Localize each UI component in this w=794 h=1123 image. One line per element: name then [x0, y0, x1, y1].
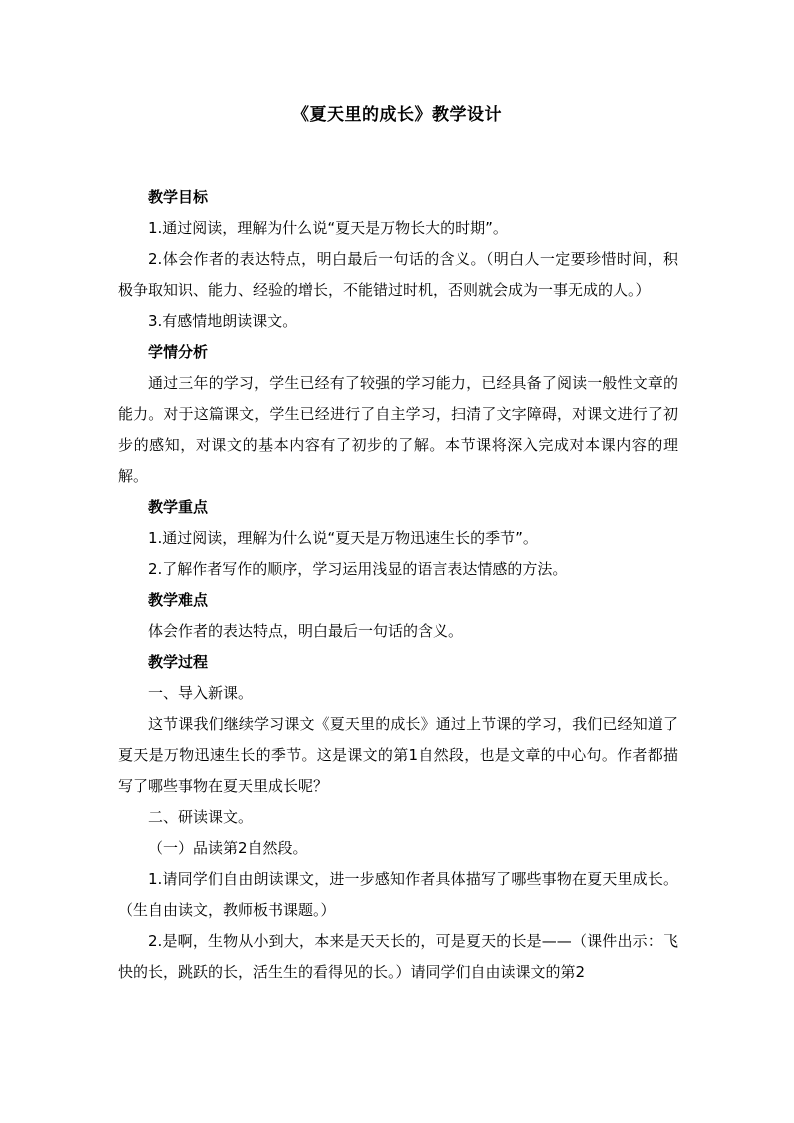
document-body — [118, 182, 678, 988]
section-heading-analysis: 学情分析 — [148, 343, 209, 361]
paragraph: 3.有感情地朗读课文。 — [148, 312, 298, 330]
paragraph: 1.通过阅读，理解为什么说“夏天是万物长大的时期”。 — [148, 219, 508, 237]
paragraph: （一）品读第2自然段。 — [148, 839, 308, 857]
section-heading-difficulties: 教学难点 — [148, 591, 209, 609]
paragraph: 2.是啊，生物从小到大，本来是天天长的，可是夏天的长是——（课件出示：飞快的长，跳跃的长，活生生的看得见的长。）请同学们自由读课文的第2 — [118, 932, 678, 981]
paragraph: 2.了解作者写作的顺序，学习运用浅显的语言表达情感的方法。 — [148, 560, 568, 578]
section-heading-process: 教学过程 — [148, 653, 209, 671]
paragraph: 体会作者的表达特点，明白最后一句话的含义。 — [148, 622, 464, 640]
paragraph: 通过三年的学习，学生已经有了较强的学习能力，已经具备了阅读一般性文章的能力。对于这篇课文，学生已经进行了自主学习，扫清了文字障碍，对课文进行了初步的感知，对课文的基本内容有了初步的了解。本节课将深入完成对本课内容的理解。 — [118, 374, 678, 485]
paragraph: 1.请同学们自由朗读课文，进一步感知作者具体描写了哪些事物在夏天里成长。（生自由读文，教师板书课题。） — [118, 870, 678, 919]
paragraph: 二、研读课文。 — [148, 808, 254, 826]
paragraph: 2.体会作者的表达特点，明白最后一句话的含义。（明白人一定要珍惜时间，积极争取知识、能力、经验的增长，不能错过时机，否则就会成为一事无成的人。） — [118, 250, 678, 299]
paragraph: 一、导入新课。 — [148, 684, 254, 702]
section-heading-key-points: 教学重点 — [148, 498, 209, 516]
section-heading-goals: 教学目标 — [148, 188, 209, 206]
paragraph: 这节课我们继续学习课文《夏天里的成长》通过上节课的学习，我们已经知道了夏天是万物迅速生长的季节。这是课文的第1自然段，也是文章的中心句。作者都描写了哪些事物在夏天里成长呢？ — [118, 715, 678, 795]
document-title: 《夏天里的成长》教学设计 — [292, 105, 502, 125]
paragraph: 1.通过阅读，理解为什么说“夏天是万物迅速生长的季节”。 — [148, 529, 538, 547]
